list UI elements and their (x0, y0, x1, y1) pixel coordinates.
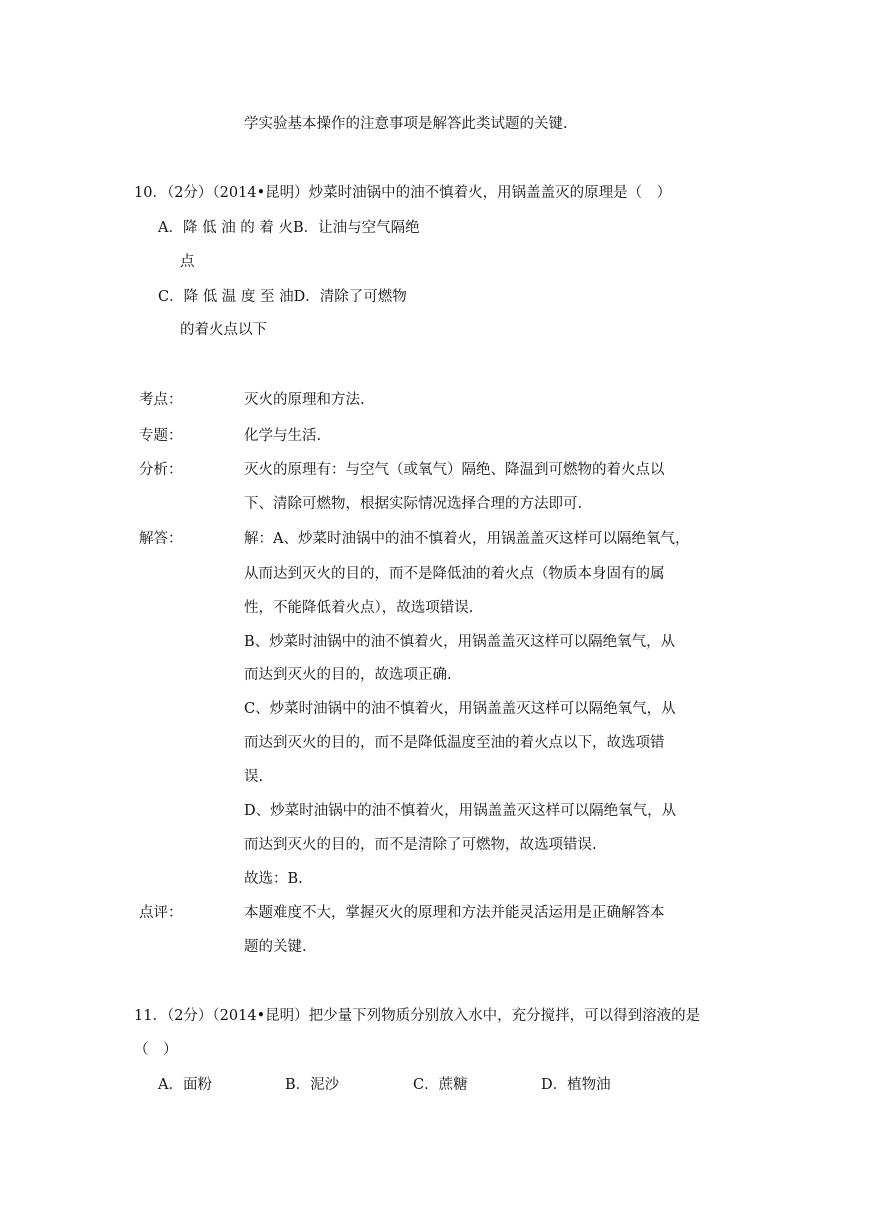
jieda-line: 误. (244, 769, 264, 785)
question-11-stem: 11．（2分）（2014•昆明）把少量下列物质分别放入水中，充分搅拌，可以得到溶液的是 (134, 1008, 701, 1024)
continuation-text: 学实验基本操作的注意事项是解答此类试题的关键. (244, 116, 568, 132)
zhuanti-label: 专题： (139, 428, 183, 444)
jieda-line: 性，不能降低着火点），故选项错误. (244, 600, 474, 616)
kaodian-label: 考点： (139, 392, 183, 408)
question-11-option-b: B．泥沙 (285, 1077, 340, 1093)
jieda-line: 而达到灭火的目的，而不是清除了可燃物，故选项错误. (244, 837, 597, 853)
jieda-line: 而达到灭火的目的，而不是降低温度至油的着火点以下，故选项错 (244, 735, 665, 751)
dianping-label: 点评： (139, 905, 183, 921)
jieda-line: B、炒菜时油锅中的油不慎着火，用锅盖盖灭这样可以隔绝氧气，从 (244, 634, 676, 650)
kaodian-text: 灭火的原理和方法. (244, 392, 365, 408)
jieda-line: C、炒菜时油锅中的油不慎着火，用锅盖盖灭这样可以隔绝氧气，从 (244, 701, 676, 717)
question-10-options-cd: C．降 低 温 度 至 油D．清除了可燃物 (158, 289, 407, 305)
question-10-option-a-cont: 点 (180, 254, 195, 270)
question-11-option-c: C．蔗糖 (413, 1077, 468, 1093)
question-10-option-c-cont: 的着火点以下 (180, 322, 267, 338)
jieda-line: D、炒菜时油锅中的油不慎着火，用锅盖盖灭这样可以隔绝氧气，从 (244, 803, 677, 819)
dianping-line: 题的关键. (244, 939, 307, 955)
jieda-line: 解：A、炒菜时油锅中的油不慎着火，用锅盖盖灭这样可以隔绝氧气， (244, 531, 690, 547)
fenxi-label: 分析： (139, 462, 183, 478)
jieda-line: 从而达到灭火的目的，而不是降低油的着火点（物质本身固有的属 (244, 566, 665, 582)
zhuanti-text: 化学与生活. (244, 428, 322, 444)
jieda-label: 解答： (139, 531, 183, 547)
question-10-options-ab: A．降 低 油 的 着 火B．让油与空气隔绝 (158, 220, 420, 236)
question-11-option-a: A．面粉 (158, 1077, 212, 1093)
jieda-line: 而达到灭火的目的，故选项正确. (244, 667, 452, 683)
fenxi-line: 灭火的原理有：与空气（或氧气）隔绝、降温到可燃物的着火点以 (244, 462, 665, 478)
question-11-option-d: D．植物油 (541, 1077, 611, 1093)
jieda-line: 故选：B. (244, 871, 303, 887)
fenxi-line: 下、清除可燃物，根据实际情况选择合理的方法即可. (244, 496, 583, 512)
question-11-stem-cont: （ ） (134, 1042, 178, 1058)
dianping-line: 本题难度不大，掌握灭火的原理和方法并能灵活运用是正确解答本 (244, 905, 665, 921)
question-10-stem: 10．（2分）（2014•昆明）炒菜时油锅中的油不慎着火，用锅盖盖灭的原理是（ ） (134, 185, 672, 201)
